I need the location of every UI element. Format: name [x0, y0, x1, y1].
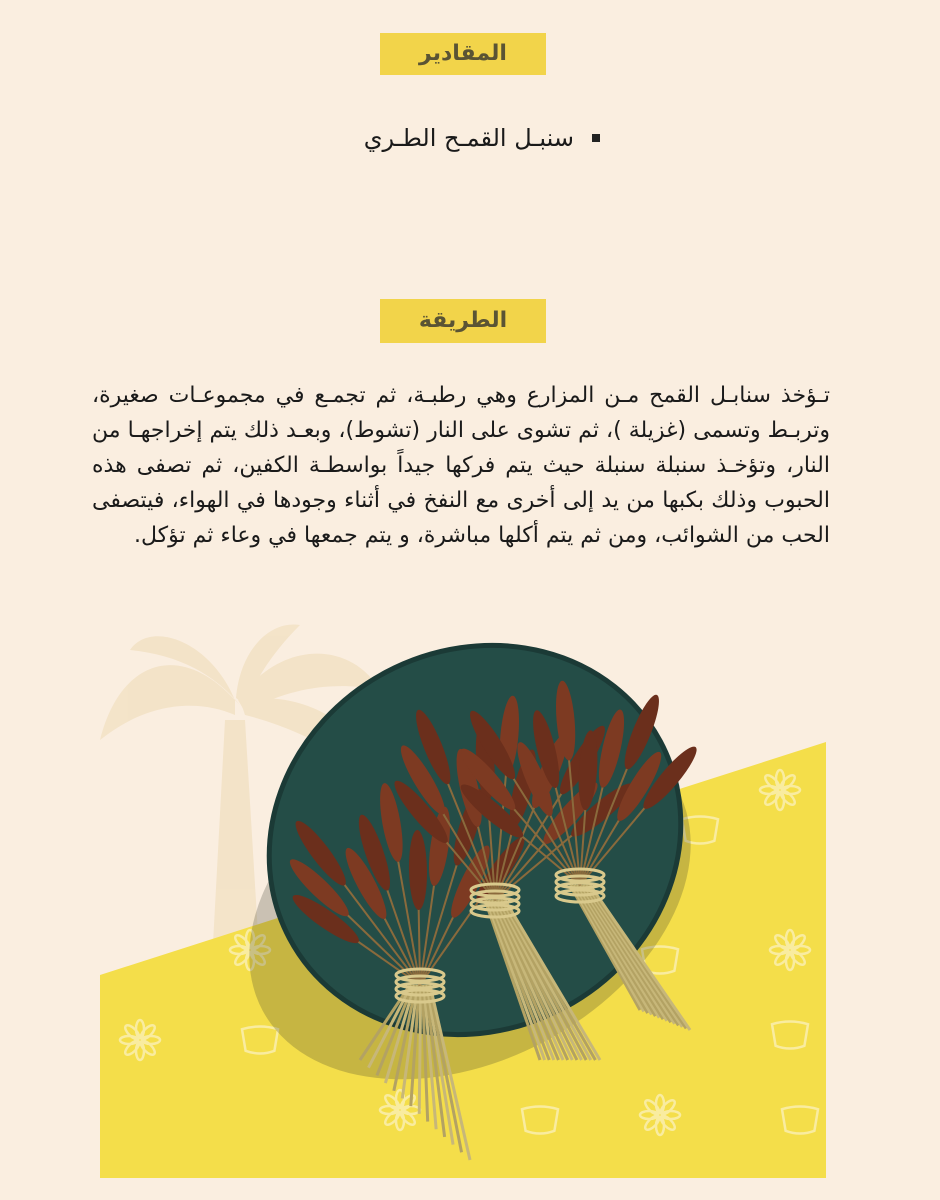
method-paragraph: تـؤخذ سنابـل القمح مـن المزارع وهي رطبـة، ثم تجمـع في مجموعـات صغيرة، وتربـط وتسمى (غزيلة )، ثم تشوى على النار (تشوط)، وبعـد ذلك يتم إخراجهـا من النار، وتؤخـذ سنبلة سنبلة حيث يتم فركها جيداً بواسطـة الكفين، ثم تصفى هذه الحبوب وذلك بكبها من يد إلى أخرى مع النفخ في أثناء وجودها في الهواء، فيتصفى الحب من الشوائب، ومن ثم يتم أكلها مباشرة، و يتم جمعها في وعاء ثم تؤكل.	[92, 383, 830, 548]
ingredients-heading: المقادير	[380, 33, 546, 75]
ingredient-item	[200, 118, 600, 158]
ingredient-text: سنبـل القمـح الطـري	[363, 124, 574, 152]
method-heading: الطريقة	[380, 299, 546, 343]
bullet-icon	[592, 134, 600, 142]
ingredients-list	[200, 118, 600, 158]
